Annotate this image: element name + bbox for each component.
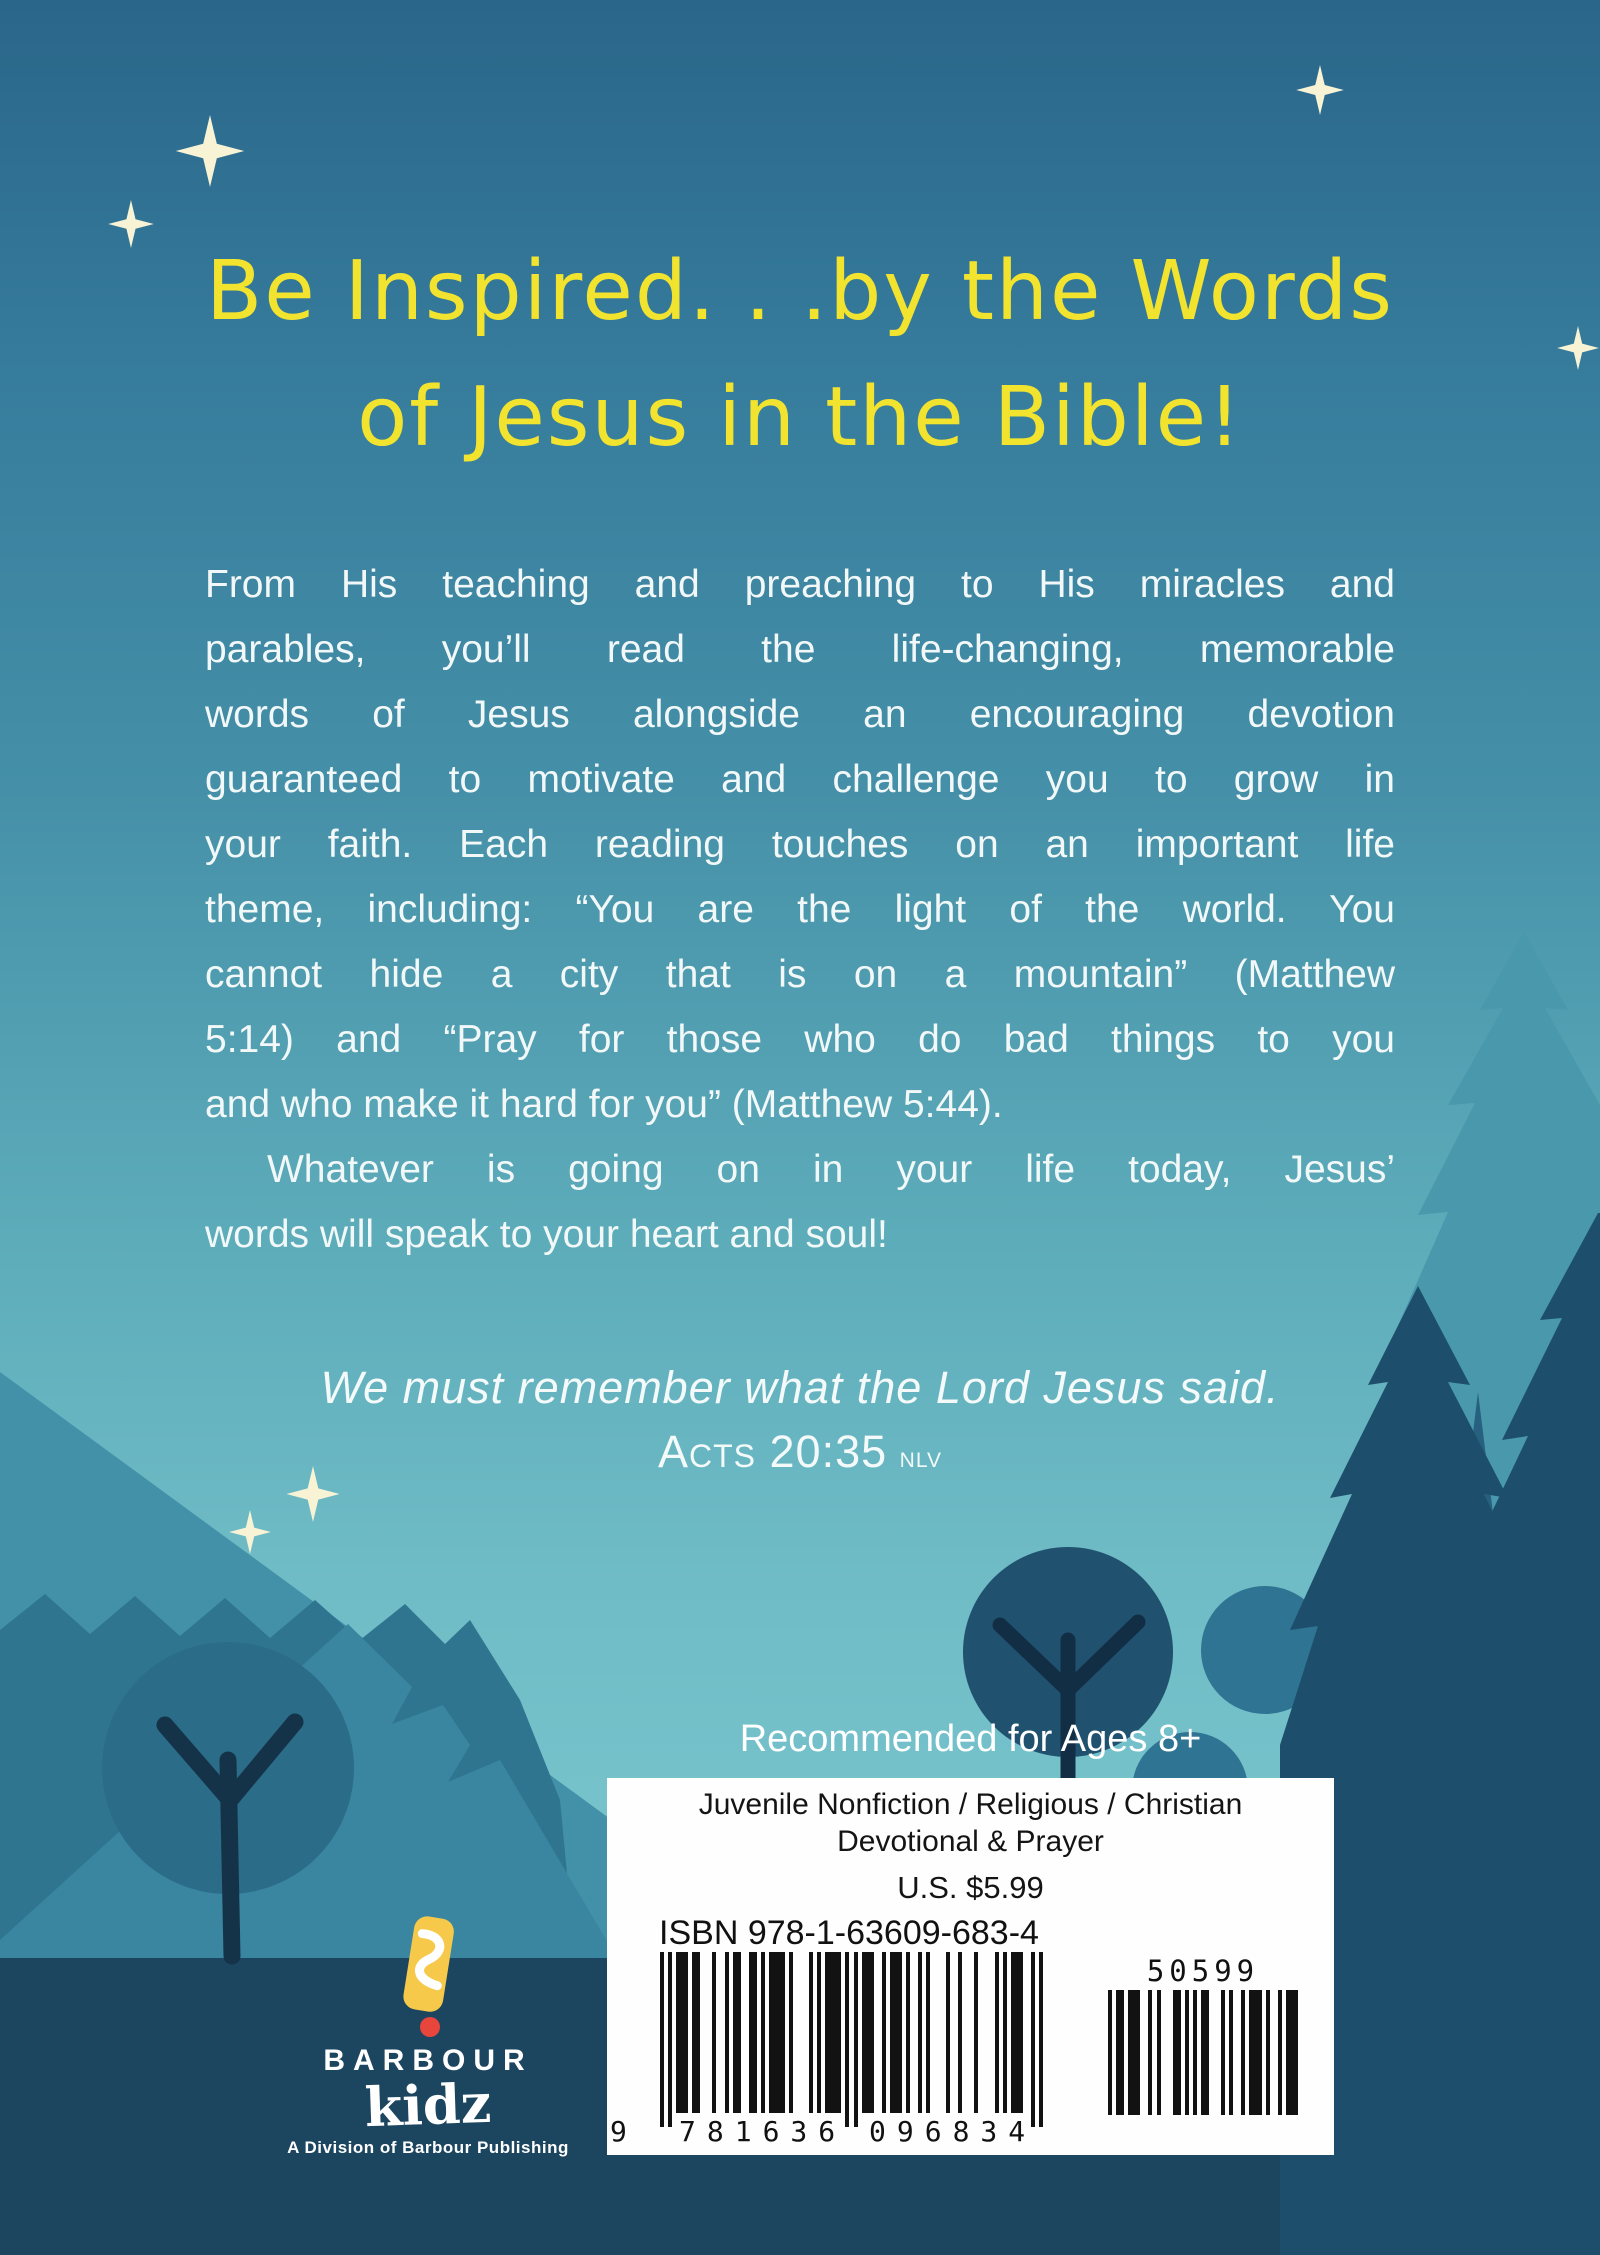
barcode-bar	[1003, 1952, 1007, 2113]
barcode-bar	[862, 1952, 874, 2113]
barcode-bar	[1286, 1990, 1298, 2115]
category-line1: Juvenile Nonfiction / Religious / Christian	[698, 1788, 1243, 1821]
isbn-label: ISBN 978-1-63609-683-4	[659, 1914, 1039, 1952]
barcode-bar	[761, 1952, 765, 2113]
description-line: cannot hide a city that is on a mountain” (Matthew	[205, 953, 1395, 996]
barcode-bar	[733, 1952, 741, 2113]
scripture-quote: We must remember what the Lord Jesus said.	[320, 1362, 1280, 1413]
barcode-bar	[1157, 1990, 1161, 2115]
description-line: From His teaching and preaching to His miracles and	[205, 563, 1395, 606]
description-line: 5:14) and “Pray for those who do bad things to you	[205, 1018, 1395, 1061]
category-line2: Devotional & Prayer	[837, 1825, 1104, 1858]
barcode-digit-lead: 9	[610, 2115, 627, 2148]
barcode-bar	[974, 1952, 978, 2113]
barcode-bar	[825, 1952, 841, 2113]
scripture-reference	[0, 1426, 1600, 1478]
barcode-bar	[712, 1952, 716, 2113]
barcode-bar	[854, 1952, 858, 2127]
barcode-bar	[890, 1952, 902, 2113]
barcode-bar	[725, 1952, 729, 2113]
barcode-bar	[1128, 1990, 1140, 2115]
barcode-bar	[676, 1952, 688, 2113]
barcode-bar	[1185, 1990, 1189, 2115]
barcode-bar	[692, 1952, 700, 2113]
barcode-bar	[926, 1952, 930, 2113]
barcode-bar	[1266, 1990, 1270, 2115]
barcode-bar	[789, 1952, 793, 2113]
barcode-bar	[882, 1952, 886, 2113]
headline-line2: of Jesus in the Bible!	[357, 370, 1243, 465]
barcode-bar	[1148, 1990, 1152, 2115]
description-line: words will speak to your heart and soul!	[205, 1213, 888, 1256]
barcode-bar	[817, 1952, 821, 2113]
barcode-bar	[809, 1952, 813, 2113]
book-description	[205, 552, 1395, 1267]
publisher-tagline: A Division of Barbour Publishing	[287, 2138, 569, 2157]
publisher-name: BARBOUR	[323, 2044, 533, 2077]
publisher-imprint: kidz	[363, 2070, 493, 2140]
description-line: your faith. Each reading touches on an important life	[205, 823, 1395, 866]
ean-barcode	[660, 1952, 1043, 2129]
barbour-exclamation-icon	[390, 1913, 466, 2041]
barcode-bar	[1108, 1990, 1112, 2115]
barcode-bar	[845, 1952, 849, 2127]
barcode-bar	[1011, 1952, 1023, 2113]
description-line: words of Jesus alongside an encouraging devotion	[205, 693, 1395, 736]
description-line: Whatever is going on in your life today, Jesus’	[267, 1148, 1395, 1191]
barcode-digits-left: 781636	[679, 2115, 847, 2148]
barcode-bar	[1241, 1990, 1245, 2115]
barcode-digits-right: 096834	[869, 2115, 1037, 2148]
barcode-bar	[918, 1952, 922, 2113]
barcode-bar	[1221, 1990, 1225, 2115]
barcode-bar	[1031, 1952, 1035, 2127]
barcode-bar	[1249, 1990, 1261, 2115]
price-label: U.S. $5.99	[897, 1870, 1044, 1905]
retail-info-box	[607, 1778, 1334, 2155]
description-line: guaranteed to motivate and challenge you to grow in	[205, 758, 1395, 801]
supplement-barcode	[1108, 1990, 1298, 2115]
age-recommendation: Recommended for Ages 8+	[739, 1718, 1202, 1760]
barcode-bar	[946, 1952, 950, 2113]
barcode-bar	[1116, 1990, 1124, 2115]
barcode-bar	[906, 1952, 910, 2113]
barcode-bar	[660, 1952, 664, 2127]
barcode-bar	[1039, 1952, 1043, 2127]
barcode-bar	[995, 1952, 999, 2113]
scripture-reference-text: Acts 20:35	[658, 1426, 888, 1477]
barcode-bar	[1201, 1990, 1209, 2115]
barcode-bar	[1193, 1990, 1197, 2115]
barcode-bar	[1173, 1990, 1181, 2115]
barcode-bar	[749, 1952, 757, 2113]
headline-line1: Be Inspired. . .by the Words	[206, 244, 1394, 339]
barcode-bar	[668, 1952, 672, 2127]
barcode-bar	[958, 1952, 962, 2113]
description-line: theme, including: “You are the light of the world. You	[205, 888, 1395, 931]
barcode-bar	[1229, 1990, 1233, 2115]
barcode-bar	[769, 1952, 785, 2113]
barcode-supplement-label: 50599	[1146, 1954, 1260, 1988]
bible-version-label: nlv	[899, 1441, 942, 1474]
barcode-bar	[1278, 1990, 1282, 2115]
description-line: and who make it hard for you” (Matthew 5:44).	[205, 1083, 1003, 1126]
description-line: parables, you’ll read the life-changing, memorable	[205, 628, 1395, 671]
publisher-logo	[250, 1905, 606, 2175]
